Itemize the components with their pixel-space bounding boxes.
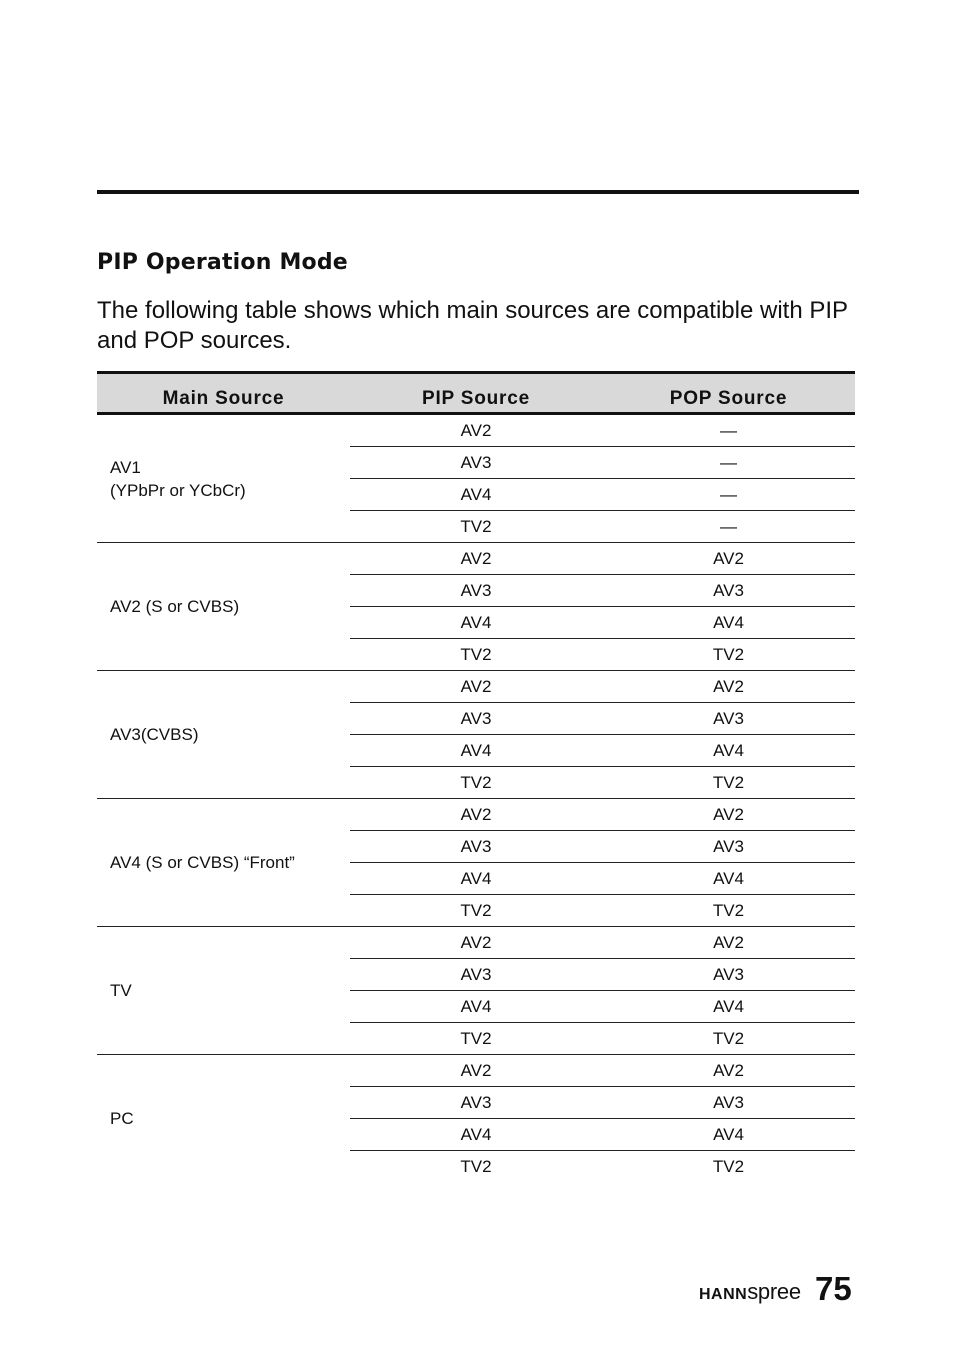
pip-source-cell: AV2 (350, 671, 602, 703)
pip-source-cell: TV2 (350, 639, 602, 671)
pop-source-cell: AV3 (602, 1087, 855, 1119)
pip-source-cell: AV3 (350, 959, 602, 991)
table-row (97, 1055, 855, 1087)
pop-source-cell: AV4 (602, 735, 855, 767)
pop-source-cell: AV3 (602, 831, 855, 863)
table-row (97, 414, 855, 447)
pip-source-cell: AV4 (350, 863, 602, 895)
main-source-label: TV (110, 981, 132, 1000)
main-source-cell (97, 543, 350, 671)
pip-source-cell: AV2 (350, 1055, 602, 1087)
table-row (97, 671, 855, 703)
pip-source-cell: AV2 (350, 799, 602, 831)
pip-source-cell: AV3 (350, 447, 602, 479)
pip-source-cell: AV4 (350, 991, 602, 1023)
header-pip-source: PIP Source (350, 373, 602, 414)
pop-source-cell: — (602, 414, 855, 447)
main-source-label: AV4 (S or CVBS) “Front” (110, 853, 295, 872)
pop-source-cell: — (602, 511, 855, 543)
table-row (97, 543, 855, 575)
top-rule (97, 190, 859, 194)
brand-logo (699, 1279, 801, 1305)
main-source-label: (YPbPr or YCbCr) (110, 480, 246, 500)
pop-source-cell: AV4 (602, 863, 855, 895)
pip-source-cell: AV2 (350, 543, 602, 575)
pip-source-cell: TV2 (350, 895, 602, 927)
main-source-label: AV2 (S or CVBS) (110, 597, 240, 616)
pip-source-cell: TV2 (350, 1023, 602, 1055)
table-header-row (97, 373, 855, 414)
pop-source-cell: TV2 (602, 639, 855, 671)
pop-source-cell: AV3 (602, 959, 855, 991)
pip-source-cell: AV3 (350, 575, 602, 607)
table-row (97, 799, 855, 831)
pip-source-cell: AV4 (350, 479, 602, 511)
pip-source-cell: AV4 (350, 1119, 602, 1151)
main-source-cell (97, 1055, 350, 1183)
pop-source-cell: TV2 (602, 767, 855, 799)
main-source-label: AV1 (110, 457, 141, 477)
pop-source-cell: TV2 (602, 1023, 855, 1055)
pip-source-cell: AV4 (350, 607, 602, 639)
main-source-cell (97, 799, 350, 927)
pop-source-cell: AV2 (602, 1055, 855, 1087)
pip-source-cell: AV3 (350, 1087, 602, 1119)
table-row (97, 927, 855, 959)
compatibility-table (97, 371, 855, 1182)
pip-source-cell: TV2 (460, 1156, 492, 1176)
main-source-cell (97, 927, 350, 1055)
pop-source-cell: AV2 (602, 799, 855, 831)
table-body (97, 414, 855, 1183)
pip-source-cell: TV2 (350, 511, 602, 543)
main-source-cell (97, 414, 350, 543)
brand-logo-bold: HANN (699, 1286, 748, 1303)
pop-source-cell: AV2 (602, 671, 855, 703)
pop-source-cell: AV3 (602, 703, 855, 735)
pop-source-cell: AV4 (602, 991, 855, 1023)
pop-source-cell: AV3 (602, 575, 855, 607)
pip-source-cell: AV4 (350, 735, 602, 767)
pip-source-cell: AV2 (350, 414, 602, 447)
brand-logo-light: spree (747, 1279, 801, 1304)
pop-source-cell: AV2 (602, 543, 855, 575)
main-source-label: AV3(CVBS) (110, 725, 199, 744)
pop-source-cell: — (602, 479, 855, 511)
pip-source-cell: AV2 (350, 927, 602, 959)
main-source-label: PC (110, 1109, 134, 1128)
pip-source-cell: AV3 (350, 703, 602, 735)
header-main-source: Main Source (97, 373, 350, 414)
pop-source-cell: AV4 (602, 1119, 855, 1151)
pop-source-cell: — (602, 447, 855, 479)
section-title: PIP Operation Mode (97, 250, 348, 275)
main-source-cell (97, 671, 350, 799)
intro-paragraph: The following table shows which main sources are compatible with PIP and POP sources. (97, 297, 848, 354)
pip-source-cell: TV2 (350, 767, 602, 799)
pop-source-cell: TV2 (602, 895, 855, 927)
header-pop-source: POP Source (602, 373, 855, 414)
pop-source-cell: TV2 (712, 1156, 745, 1176)
pop-source-cell: AV4 (602, 607, 855, 639)
pip-source-cell: AV3 (350, 831, 602, 863)
page-number: 75 (815, 1270, 852, 1307)
pop-source-cell: AV2 (602, 927, 855, 959)
